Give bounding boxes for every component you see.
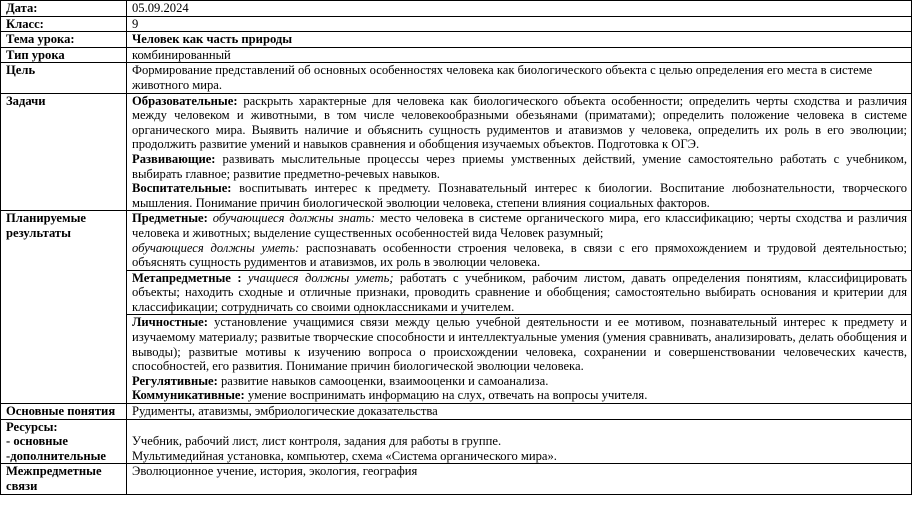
date-label: Дата: bbox=[1, 1, 127, 17]
type-label: Тип урока bbox=[1, 47, 127, 63]
row-type bbox=[1, 47, 912, 63]
results-meta bbox=[127, 270, 912, 315]
tasks-value bbox=[127, 93, 912, 211]
row-tasks bbox=[1, 93, 912, 211]
results-communicative-text: умение воспринимать информацию на слух, отвечать на вопросы учителя. bbox=[244, 388, 648, 403]
tasks-educational-text: раскрыть характерные для человека как биологического объекта особенности; определить черты сходства и различия между человеком и животными, в том числе человекообразными обезьянами (приматами); определить положение человека в системе органического мира. Выявить наличие и объяснить сущность рудиментов и атавизмов у человека, определить их роль в его эволюции; продолжить развитие умений и навыков сравнения и обобщения изучаемых объектов. Подготовка к ОГЭ. bbox=[132, 93, 907, 152]
type-value: комбинированный bbox=[127, 47, 912, 63]
resources-label-extra: -дополнительные bbox=[6, 448, 107, 463]
tasks-educational bbox=[132, 94, 907, 152]
results-regulatory-block bbox=[132, 374, 907, 389]
results-label: Планируемые результаты bbox=[1, 211, 127, 404]
results-communicative-head: Коммуникативные: bbox=[132, 388, 245, 403]
row-resources bbox=[1, 419, 912, 464]
tasks-developing-head: Развивающие: bbox=[132, 151, 216, 166]
results-subject-can-text: распознавать особенности строения человека, в связи с его прямохождением и трудовой деятельностью; объяснять сущность рудиментов и атавизмов, их роль в эволюции человека. bbox=[132, 240, 907, 270]
concepts-value: Рудименты, атавизмы, эмбриологические доказательства bbox=[127, 404, 912, 420]
tasks-developing-text: развивать мыслительные процессы через приемы умственных действий, умение самостоятельно работать с учебником, выбирать главное; развитие предметно-речевых навыков. bbox=[132, 151, 907, 181]
interdisc-value: Эволюционное учение, история, экология, география bbox=[127, 464, 912, 494]
results-regulatory-head: Регулятивные: bbox=[132, 373, 218, 388]
row-class bbox=[1, 16, 912, 32]
row-goal bbox=[1, 63, 912, 93]
row-results-personal bbox=[1, 315, 912, 404]
resources-spacer bbox=[132, 420, 907, 435]
class-value: 9 bbox=[127, 16, 912, 32]
results-meta-head: Метапредметные : bbox=[132, 270, 242, 285]
resources-label-cell bbox=[1, 419, 127, 464]
resources-value-cell bbox=[127, 419, 912, 464]
resources-label: Ресурсы: bbox=[6, 419, 58, 434]
concepts-label: Основные понятия bbox=[1, 404, 127, 420]
resources-extra-value: Мультимедийная установка, компьютер, схема «Система органического мира». bbox=[132, 448, 557, 463]
goal-label: Цель bbox=[1, 63, 127, 93]
topic-value: Человек как часть природы bbox=[127, 32, 912, 48]
class-label: Класс: bbox=[1, 16, 127, 32]
row-date bbox=[1, 1, 912, 17]
results-personal-head: Личностные: bbox=[132, 315, 208, 330]
results-communicative-block bbox=[132, 388, 907, 403]
tasks-upbringing-head: Воспитательные: bbox=[132, 181, 232, 196]
tasks-label: Задачи bbox=[1, 93, 127, 211]
results-personal-text: установление учащимися связи между целью учебной деятельности и ее мотивом, познавательный интерес к предмету и изучаемому материалу; развитые творческие способности и интеллектуальные умения (умения сравнивать, анализировать, делать обобщения и выводы); развитые мотивы к изучению вопроса о происхождении человека, сохранении и совершенствовании человеческих качеств, способностей, его развития. Понимание причин биологической эволюции человека. bbox=[132, 315, 907, 374]
tasks-developing bbox=[132, 152, 907, 181]
results-subject-know-text: место человека в системе органического мира, его классификацию; черты сходства и различия человека и животных; выделение существенных особенностей вида Человек разумный; bbox=[132, 211, 907, 240]
topic-label: Тема урока: bbox=[1, 32, 127, 48]
results-subject-know-italic: обучающиеся должны знать: bbox=[207, 211, 376, 226]
tasks-upbringing bbox=[132, 181, 907, 210]
row-results-subject bbox=[1, 211, 912, 270]
results-subject bbox=[127, 211, 912, 270]
resources-main-value: Учебник, рабочий лист, лист контроля, задания для работы в группе. bbox=[132, 434, 502, 449]
goal-value: Формирование представлений об основных особенностях человека как биологического объекта с целью определения его места в системе животного мира. bbox=[127, 63, 912, 93]
row-interdisciplinary bbox=[1, 464, 912, 494]
row-concepts bbox=[1, 404, 912, 420]
resources-label-main: - основные bbox=[6, 434, 68, 449]
date-value: 05.09.2024 bbox=[127, 1, 912, 17]
row-results-meta bbox=[1, 270, 912, 315]
results-meta-text: работать с учебником, рабочим листом, давать определения понятиям, классифицировать объекты; находить сходные и отличные признаки, проводить сравнение и обобщения; самостоятельно выбирать основания и критерии для классификации; сотрудничать со своими одноклассниками и учителем. bbox=[132, 270, 907, 314]
results-subject-can-italic: обучающиеся должны уметь: bbox=[132, 240, 300, 255]
results-subject-head: Предметные: bbox=[132, 211, 208, 226]
interdisc-label: Межпредметные связи bbox=[1, 464, 127, 494]
tasks-educational-head: Образовательные: bbox=[132, 93, 238, 108]
results-personal-block bbox=[132, 315, 907, 373]
results-subject-know bbox=[132, 211, 907, 240]
results-personal bbox=[127, 315, 912, 404]
tasks-upbringing-text: воспитывать интерес к предмету. Познавательный интерес к биологии. Воспитание любознательности, творческого мышления. Понимание причин биологической эволюции человека, степени влияния социальных факторов. bbox=[132, 181, 907, 210]
results-subject-can bbox=[132, 241, 907, 270]
results-regulatory-text: развитие навыков самооценки, взаимооценки и самоанализа. bbox=[217, 373, 549, 388]
results-meta-italic: учащиеся должны уметь; bbox=[241, 270, 394, 285]
row-topic bbox=[1, 32, 912, 48]
